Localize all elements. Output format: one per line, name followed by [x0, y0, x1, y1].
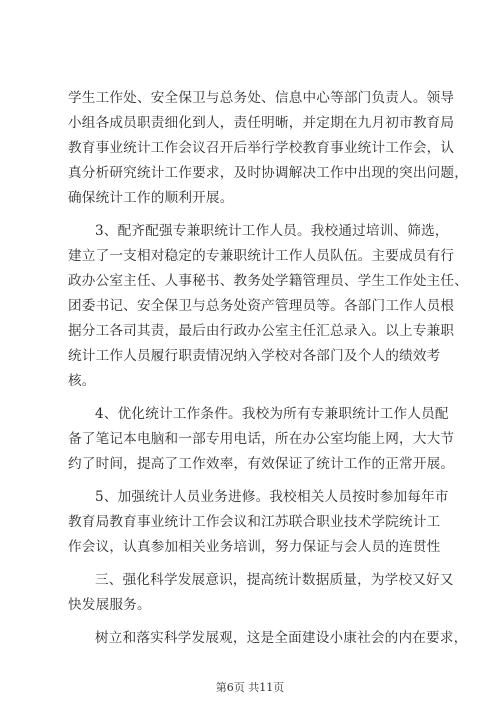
paragraph-section-three — [68, 568, 454, 618]
section-heading-line: 三、强化科学发展意识，提高统计数据质量，为学校又好又 — [95, 572, 454, 588]
text-line: 学生工作处、安全保卫与总务处、信息中心等部门负责人。领导 — [68, 90, 455, 106]
text-line: 4、优化统计工作条件。我校为所有专兼职统计工作人员配 — [95, 406, 449, 422]
text-line: 建立了一支相对稳定的专兼职统计工作人员队伍。主要成员有行 — [68, 248, 455, 264]
text-line: 真分析研究统计工作要求，及时协调解决工作中出现的突出问题， — [68, 165, 469, 181]
text-line: 5、加强统计人员业务进修。我校相关人员按时参加每年市 — [95, 489, 449, 505]
paragraph-leadership — [68, 86, 469, 211]
text-line: 约了时间，提高了工作效率，有效保证了统计工作的正常开展。 — [68, 456, 455, 472]
paragraph-conditions — [68, 402, 455, 477]
text-line: 核。 — [68, 373, 96, 389]
text-line: 教育局教育事业统计工作会议和江苏联合职业技术学院统计工 — [68, 514, 441, 530]
text-line: 统计工作人员履行职责情况纳入学校对各部门及个人的绩效考 — [68, 348, 441, 364]
text-line: 3、配齐配强专兼职统计工作人员。我校通过培训、筛选， — [95, 223, 449, 239]
paragraph-training — [68, 485, 449, 560]
text-line: 教育事业统计工作会议召开后举行学校教育事业统计工作会，认 — [68, 140, 455, 156]
text-line: 备了笔记本电脑和一部专用电话，所在办公室均能上网，大大节 — [68, 431, 455, 447]
text-line: 树立和落实科学发展观，这是全面建设小康社会的内在要求， — [95, 630, 468, 646]
text-line: 政办公室主任、人事秘书、教务处学籍管理员、学生工作处主任、 — [68, 273, 469, 289]
section-heading-line: 快发展服务。 — [68, 597, 151, 613]
text-line: 据分工各司其责，最后由行政办公室主任汇总录入。以上专兼职 — [68, 323, 455, 339]
page-number-footer: 第6页 共11页 — [215, 681, 285, 694]
paragraph-development — [68, 626, 468, 651]
text-line: 小组各成员职责细化到人，责任明晰，并定期在九月初市教育局 — [68, 115, 455, 131]
text-line: 确保统计工作的顺利开展。 — [68, 190, 234, 206]
document-body — [68, 86, 469, 651]
text-line: 作会议，认真参加相关业务培训，努力保证与会人员的连贯性 — [68, 539, 441, 555]
paragraph-staffing — [68, 219, 469, 394]
text-line: 团委书记、安全保卫与总务处资产管理员等。各部门工作人员根 — [68, 298, 455, 314]
